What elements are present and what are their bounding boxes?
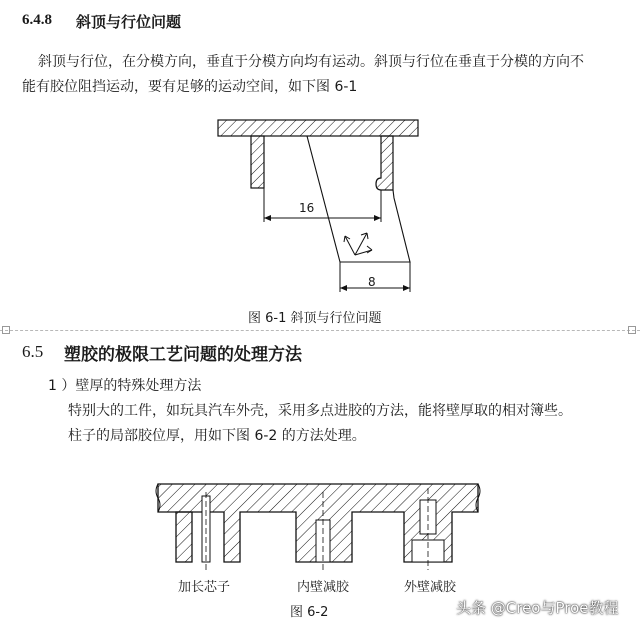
section-title: 斜顶与行位问题 [76, 13, 182, 31]
boss-left [176, 512, 192, 562]
section-title: 塑胶的极限工艺问题的处理方法 [64, 345, 302, 365]
figure-label: 外壁减胶 [404, 580, 457, 595]
dimension-label-16: 16 [299, 201, 315, 215]
dimension-label-8: 8 [368, 275, 376, 289]
figure-caption: 图 6-1 斜顶与行位问题 [248, 311, 382, 326]
paragraph-line: 斜顶与行位，在分模方向，垂直于分模方向均有运动。斜顶与行位在垂直于分模的方向不 [38, 54, 584, 70]
paragraph-line: 特别大的工件，如玩具汽车外壳，采用多点进胶的方法，能将壁厚取的相对簿些。 [68, 403, 572, 419]
section-number: 6.5 [22, 342, 44, 361]
section-number: 6.4.8 [22, 12, 52, 28]
list-item: 1 ）壁厚的特殊处理方法 [48, 378, 202, 394]
figure-label: 内壁减胶 [297, 580, 350, 595]
paragraph-line: 柱子的局部胶位厚，用如下图 6-2 的方法处理。 [68, 428, 366, 444]
figure-caption: 图 6-2 [290, 605, 329, 620]
watermark: 头条 @Creo与Proe教程 [456, 599, 619, 617]
paragraph-line: 能有胶位阻挡运动，要有足够的运动空间，如下图 6-1 [22, 79, 358, 95]
figure-label: 加长芯子 [178, 580, 231, 595]
